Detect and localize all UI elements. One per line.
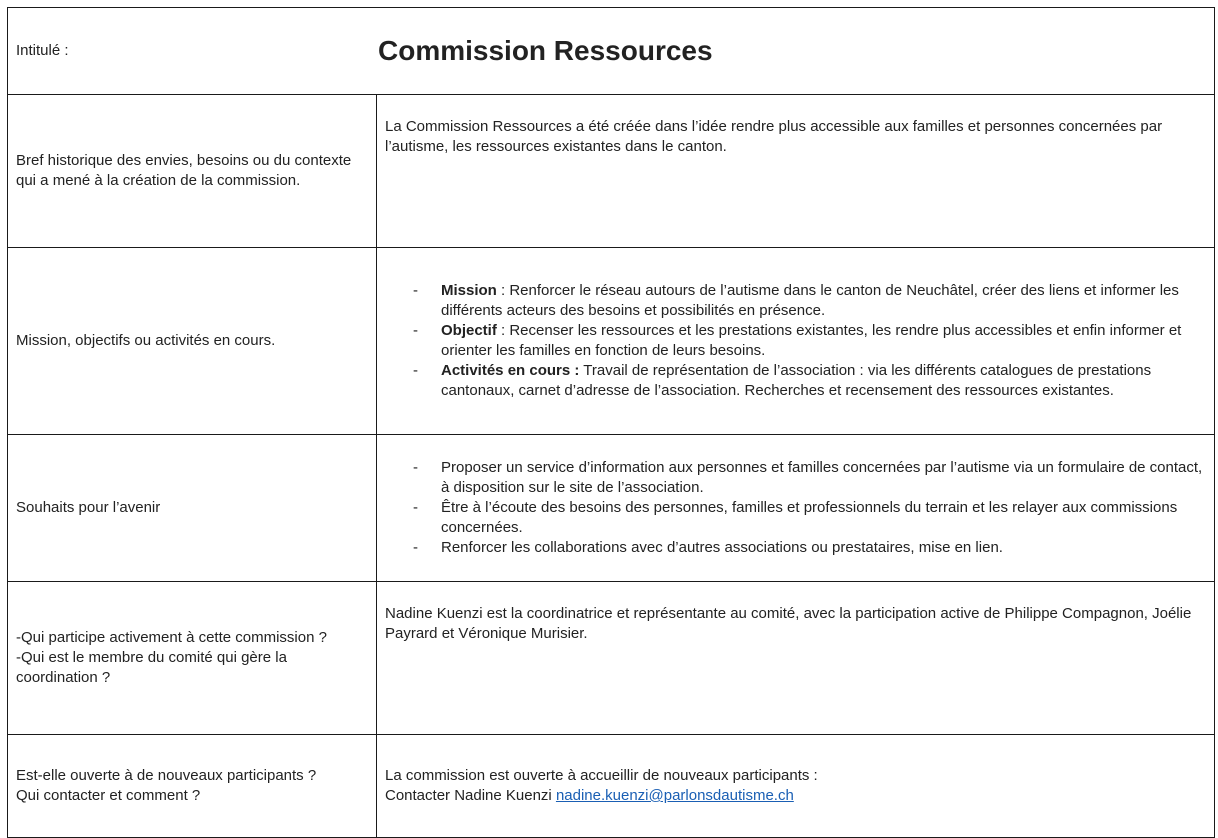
row-content-historique: La Commission Ressources a été créée dans l’idée rendre plus accessible aux familles et personnes concernées par l’autisme, les ressources existantes dans le canton.: [377, 95, 1215, 248]
table-row-souhaits: [8, 435, 1215, 582]
title-cell: [8, 8, 1215, 95]
row-label-contact: Est-elle ouverte à de nouveaux participants ? Qui contacter et comment ?: [8, 735, 377, 838]
table-row-contact: [8, 735, 1215, 838]
row-content-mission: [377, 248, 1215, 435]
list-item: - Être à l’écoute des besoins des personnes, familles et professionnels du terrain et les relayer aux commissions concernées.: [413, 499, 1178, 536]
table-row-mission: [8, 248, 1215, 435]
row-content-participants: Nadine Kuenzi est la coordinatrice et représentante au comité, avec la participation active de Philippe Compagnon, Joélie Payrard et Véronique Murisier.: [377, 582, 1215, 735]
row-content-contact: [377, 735, 1215, 838]
row-label-souhaits: Souhaits pour l’avenir: [8, 435, 377, 582]
email-link[interactable]: nadine.kuenzi@parlonsdautisme.ch: [555, 787, 794, 804]
table-row-historique: [8, 95, 1215, 248]
contact-line-1: La commission est ouverte à accueillir de nouveaux participants :: [385, 767, 818, 784]
mission-bullet-list: [385, 281, 1206, 401]
souhaits-bullet-list: [385, 458, 1206, 558]
list-item: - Activités en cours : Travail de représentation de l’association : via les différents catalogues de prestations cantonaux, carnet d’adresse de l’association. Recherches et recensement des ressources existantes.: [413, 362, 1152, 399]
row-label-historique: Bref historique des envies, besoins ou du contexte qui a mené à la création de la commission.: [8, 95, 377, 248]
list-item: - Objectif : Recenser les ressources et les prestations existantes, les rendre plus accessibles et enfin informer et orienter les familles en fonction de leurs besoins.: [413, 322, 1182, 359]
list-item: - Renforcer les collaborations avec d’autres associations ou prestataires, mise en lien.: [413, 539, 1003, 556]
page-title: Commission Ressources: [378, 35, 713, 66]
list-item: - Mission : Renforcer le réseau autours de l’autisme dans le canton de Neuchâtel, créer des liens et informer les différents acteurs des besoins et possibilités en présence.: [413, 282, 1179, 319]
intitule-label: Intitulé :: [16, 42, 69, 59]
contact-prefix: Contacter Nadine Kuenzi: [385, 787, 556, 804]
row-label-mission: Mission, objectifs ou activités en cours.: [8, 248, 377, 435]
table-row-participants: [8, 582, 1215, 735]
list-item: - Proposer un service d’information aux personnes et familles concernées par l’autisme via un formulaire de contact, à disposition sur le site de l’association.: [413, 459, 1203, 496]
row-content-souhaits: [377, 435, 1215, 582]
title-row: [8, 8, 1215, 95]
row-label-participants: -Qui participe activement à cette commission ? -Qui est le membre du comité qui gère la coordination ?: [8, 582, 377, 735]
contact-line-2: [385, 786, 1206, 806]
commission-table: [7, 7, 1215, 838]
